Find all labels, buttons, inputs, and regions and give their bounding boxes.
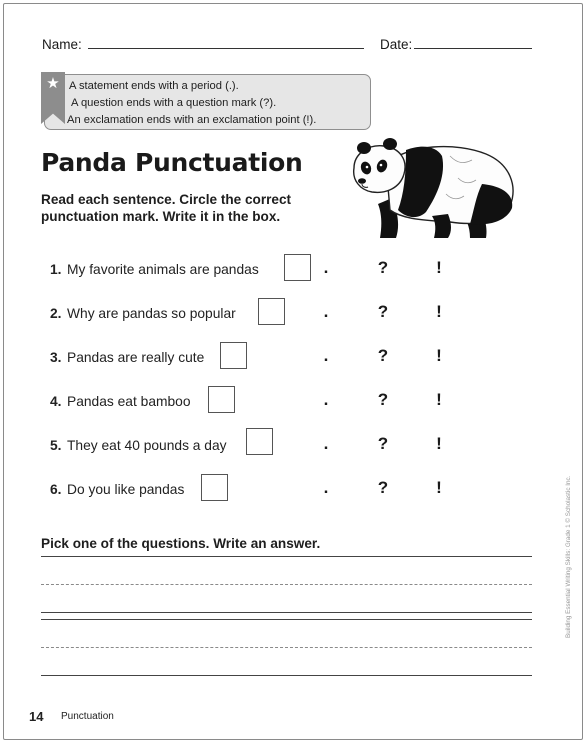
- question-mark-choice[interactable]: ?: [377, 478, 389, 497]
- page-title: Panda Punctuation: [41, 148, 303, 177]
- panda-illustration: [346, 134, 522, 244]
- period-choice[interactable]: .: [323, 478, 329, 497]
- question-text: They eat 40 pounds a day: [67, 438, 227, 453]
- question-mark-choice[interactable]: ?: [377, 258, 389, 277]
- question-number: 1.: [50, 262, 62, 277]
- name-label: Name:: [42, 37, 82, 52]
- exclamation-choice[interactable]: !: [436, 302, 442, 321]
- page-number: 14: [29, 709, 44, 724]
- writing-top-line: [41, 619, 532, 620]
- answer-box[interactable]: [208, 386, 235, 413]
- instructions-line-2: punctuation mark. Write it in the box.: [41, 209, 281, 224]
- question-text: My favorite animals are pandas: [67, 262, 259, 277]
- question-mark-choice[interactable]: ?: [377, 390, 389, 409]
- question-text: Pandas eat bamboo: [67, 394, 191, 409]
- question-text: Pandas are really cute: [67, 350, 205, 365]
- answer-box[interactable]: [258, 298, 285, 325]
- answer-box[interactable]: [220, 342, 247, 369]
- exclamation-choice[interactable]: !: [436, 434, 442, 453]
- name-field[interactable]: [88, 48, 364, 49]
- star-icon: ★: [46, 75, 60, 92]
- answer-box[interactable]: [284, 254, 311, 281]
- writing-base-line: [41, 612, 532, 613]
- writing-mid-line: [41, 584, 532, 585]
- tip-line-statement: A statement ends with a period (.).: [69, 80, 239, 92]
- question-mark-choice[interactable]: ?: [377, 434, 389, 453]
- writing-prompt: Pick one of the questions. Write an answer.: [41, 536, 321, 551]
- instructions-line-1: Read each sentence. Circle the correct: [41, 192, 292, 207]
- exclamation-choice[interactable]: !: [436, 478, 442, 497]
- question-number: 5.: [50, 438, 62, 453]
- period-choice[interactable]: .: [323, 390, 329, 409]
- question-number: 4.: [50, 394, 62, 409]
- question-mark-choice[interactable]: ?: [377, 346, 389, 365]
- footer-section: Punctuation: [61, 711, 114, 722]
- tip-line-exclamation: An exclamation ends with an exclamation point (!).: [67, 114, 317, 126]
- question-mark-choice[interactable]: ?: [377, 302, 389, 321]
- question-text: Do you like pandas: [67, 482, 185, 497]
- exclamation-choice[interactable]: !: [436, 390, 442, 409]
- exclamation-choice[interactable]: !: [436, 258, 442, 277]
- writing-mid-line: [41, 647, 532, 648]
- date-field[interactable]: [414, 48, 532, 49]
- tip-line-question: A question ends with a question mark (?).: [71, 97, 277, 109]
- period-choice[interactable]: .: [323, 258, 329, 277]
- period-choice[interactable]: .: [323, 346, 329, 365]
- date-label: Date:: [380, 37, 413, 52]
- question-number: 2.: [50, 306, 62, 321]
- answer-box[interactable]: [246, 428, 273, 455]
- question-text: Why are pandas so popular: [67, 306, 236, 321]
- writing-top-line: [41, 556, 532, 557]
- writing-base-line: [41, 675, 532, 676]
- period-choice[interactable]: .: [323, 302, 329, 321]
- period-choice[interactable]: .: [323, 434, 329, 453]
- exclamation-choice[interactable]: !: [436, 346, 442, 365]
- question-number: 3.: [50, 350, 62, 365]
- question-number: 6.: [50, 482, 62, 497]
- answer-box[interactable]: [201, 474, 228, 501]
